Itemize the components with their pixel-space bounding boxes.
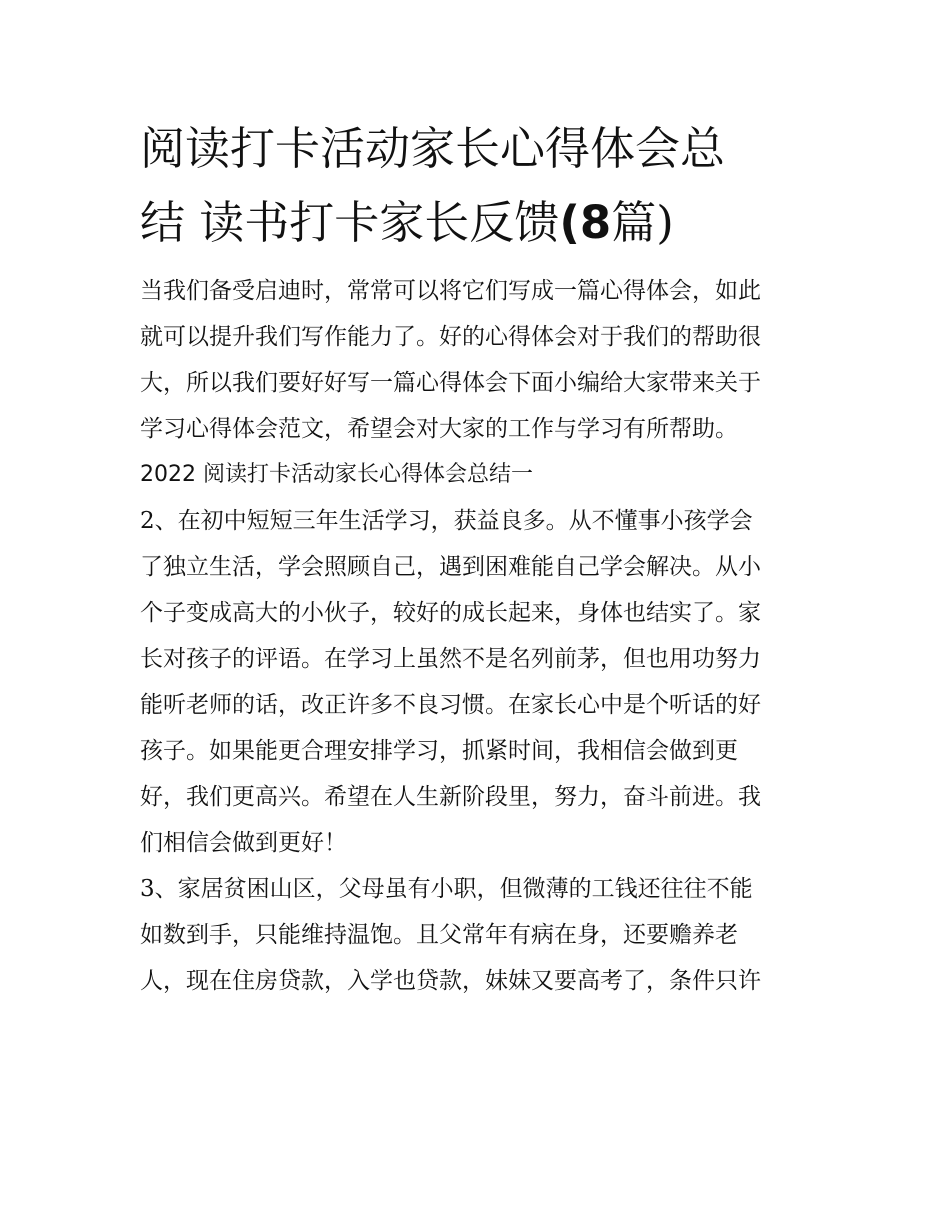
paragraph-2-line: 们相信会做到更好！ <box>140 830 347 856</box>
title-line-1: 阅读打卡活动家长心得体会总 <box>140 122 726 175</box>
paragraph-2-line: 个子变成高大的小伙子，较好的成长起来，身体也结实了。家 <box>140 600 761 626</box>
paragraph-3-line: 人，现在住房贷款，入学也贷款，妹妹又要高考了，条件只许 <box>140 968 761 994</box>
title-line-2 <box>140 186 820 260</box>
title-count: (8 <box>559 196 612 249</box>
intro-paragraph <box>140 268 820 452</box>
title-count-unit: 篇) <box>611 196 674 249</box>
paragraph-3-line: 如数到手，只能维持温饱。且父常年有病在身，还要赡养老 <box>140 922 738 948</box>
paragraph-2-line: 孩子。如果能更合理安排学习，抓紧时间，我相信会做到更 <box>140 738 738 764</box>
intro-line: 就可以提升我们写作能力了。好的心得体会对于我们的帮助很 <box>140 324 761 350</box>
document-content <box>140 112 820 1004</box>
paragraph-2-line: 2、在初中短短三年生活学习，获益良多。从不懂事小孩学会 <box>140 508 753 534</box>
intro-line: 大，所以我们要好好写一篇心得体会下面小编给大家带来关于 <box>140 370 761 396</box>
title-line-2-text: 结 读书打卡家长反馈 <box>140 196 560 249</box>
paragraph-3-line: 3、家居贫困山区，父母虽有小职，但微薄的工钱还往往不能 <box>140 876 753 902</box>
paragraph-2-line: 了独立生活，学会照顾自己，遇到困难能自己学会解决。从小 <box>140 554 761 580</box>
paragraph-2-line: 好，我们更高兴。希望在人生新阶段里，努力，奋斗前进。我 <box>140 784 761 810</box>
intro-line: 学习心得体会范文，希望会对大家的工作与学习有所帮助。 <box>140 416 738 442</box>
paragraph-2-line: 能听老师的话，改正许多不良习惯。在家长心中是个听话的好 <box>140 692 761 718</box>
paragraph-3 <box>140 866 820 1004</box>
section-heading-text: 2022 阅读打卡活动家长心得体会总结一 <box>140 462 533 487</box>
paragraph-2 <box>140 498 820 866</box>
intro-line: 当我们备受启迪时，常常可以将它们写成一篇心得体会，如此 <box>140 278 761 304</box>
paragraph-2-line: 长对孩子的评语。在学习上虽然不是名列前茅，但也用功努力 <box>140 646 761 672</box>
section-heading <box>140 452 820 498</box>
document-title <box>140 112 820 260</box>
